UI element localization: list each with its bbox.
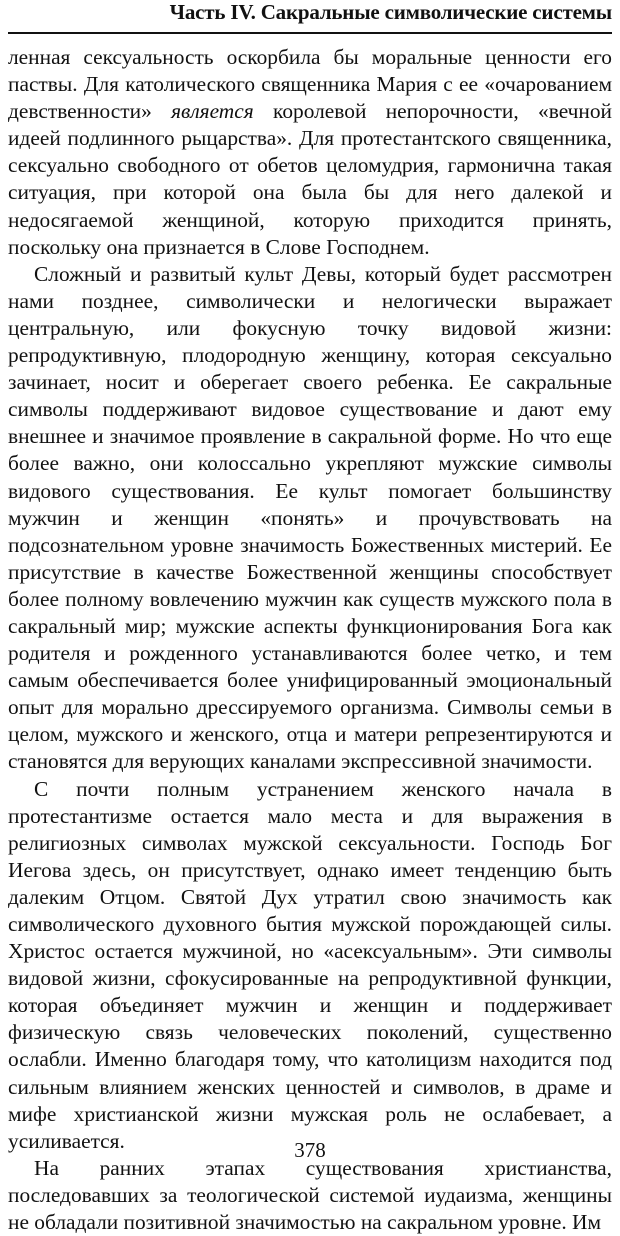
running-title: Часть IV. Сакральные символические системы — [169, 0, 612, 24]
running-header — [8, 0, 612, 34]
paragraph-1-after: королевой непорочности, «вечной идеей подлинного рыцарства». Для протестантского священника, сексуально свободного от обетов целомудрия, гармонична такая ситуация, при которой она была бы для него далекой и недосягаемой женщиной, которую приходится принять, поскольку она признается в Слове Господнем. — [8, 99, 612, 259]
paragraph-3: С почти полным устранением женского начала в протестантизме остается мало места и для выражения в религиозных символах мужской сексуальности. Господь Бог Иегова здесь, он присутствует, однако имеет тенденцию быть далеким Отцом. Святой Дух утратил свою значимость как символического духовного бытия мужской порождающей силы. Христос остается мужчиной, но «асексуальным». Эти символы видовой жизни, сфокусированные на репродуктивной функции, которая объединяет мужчин и женщин и поддерживает физическую связь человеческих поколений, существенно ослабли. Именно благодаря тому, что католицизм находится под сильным влиянием женских ценностей и символов, в драме и мифе христианской жизни мужская роль не ослабевает, а усиливается. — [8, 776, 612, 1153]
page-number: 378 — [294, 1138, 326, 1162]
paragraph-4: На ранних этапах существования христианства, последовавших за теологической системой иудаизма, женщины не обладали позитивной значимостью на сакральном уровне. Им — [8, 1155, 612, 1235]
paragraph-1-emphasis: является — [171, 99, 254, 124]
paragraph-1 — [8, 44, 612, 261]
paragraph-2: Сложный и развитый культ Девы, который будет рассмотрен нами позднее, символически и нелогически выражает центральную, или фокусную точку видовой жизни: репродуктивную, плодородную женщину, которая сексуально зачинает, носит и оберегает своего ребенка. Ее сакральные символы поддерживают видовое существование и дают ему внешнее и значимое проявление в сакральной форме. Но что еще более важно, они колоссально укрепляют мужские символы видового существования. Ее культ помогает большинству мужчин и женщин «понять» и прочувствовать на подсознательном уровне значимость Божественных мистерий. Ее присутствие в качестве Божественной женщины способствует более полному вовлечению мужчин как существ мужского пола в сакральный мир; мужские аспекты функционирования Бога как родителя и рожденного устанавливаются более четко, и тем самым обеспечивается более унифицированный эмоциональный опыт для морально дрессируемого организма. Символы семьи в целом, мужского и женского, отца и матери репрезентируются и становятся для верующих каналами экспрессивной значимости. — [8, 261, 612, 774]
body-text — [8, 44, 612, 1236]
paragraph-1-before: ленная сексуальность оскорбила бы моральные ценности его паствы. Для католического священника Мария с ее «очарованием девственности» — [8, 45, 612, 124]
